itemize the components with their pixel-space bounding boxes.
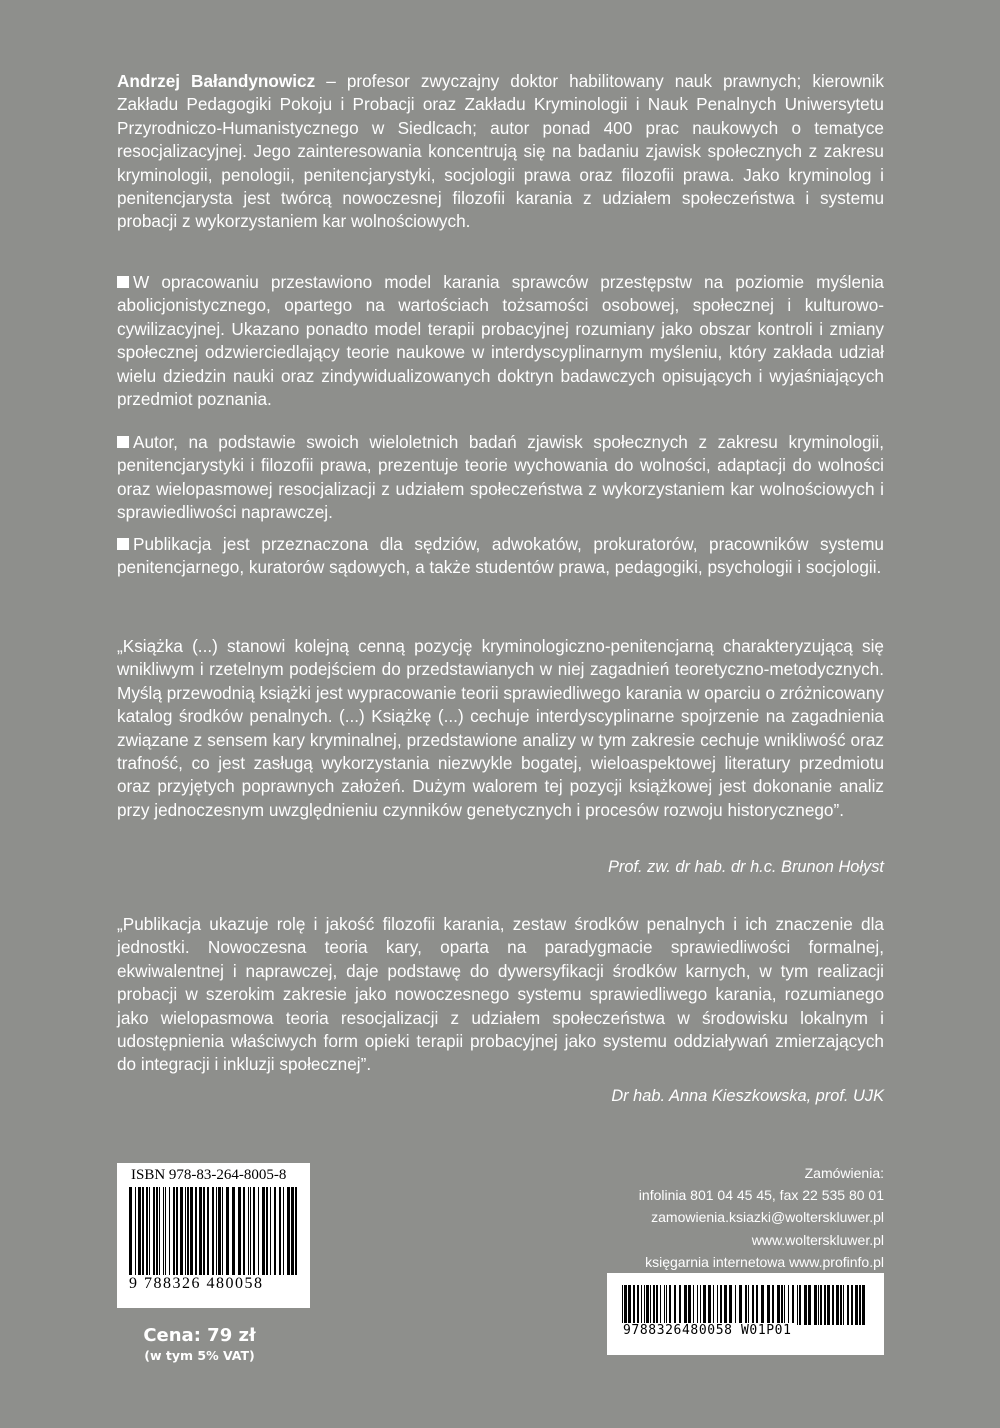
barcode-bar (729, 1285, 732, 1325)
barcode-bar (633, 1285, 635, 1325)
barcode-bar (820, 1285, 822, 1325)
barcode-bar (262, 1187, 265, 1279)
orders-website: www.wolterskluwer.pl (751, 1231, 884, 1248)
description-paragraph-1: W opracowaniu przestawiono model karania sprawców przestępstw na poziomie myślenia abolicjonistycznego, opartego na wartościach tożsamości osobowej, społecznej i kulturowo-cywilizacyjnej. Ukazano ponadto model terapii probacyjnej rozumiany jako obszar kontroli i zmiany społecznej odzwierciedlający teorie naukowe w interdyscyplinarnym myśleniu, który zakłada udział wielu dziedzin nauki oraz zindywidualizowanych doktryn badawczych opisujących i wyjaśniających przedmiot poznania. (117, 272, 884, 410)
barcode-bar (669, 1285, 671, 1325)
barcode-bar (827, 1285, 830, 1325)
barcode-bar (153, 1187, 155, 1279)
barcode-bar (641, 1285, 642, 1325)
barcode-bar (724, 1285, 727, 1325)
review-quote-1: „Książka (...) stanowi kolejną cenną pozycję kryminologiczno-penitencjarną charakteryzującą się wnikliwym i rzetelnym podejściem do przedstawianych w niej zagadnień teoretyczno-metodycznych. Myślą przewodnią książki jest wypracowanie teorii sprawiedliwego karania w oparciu o zróżnicowany katalog środków penalnych. (...) Książkę (...) cechuje interdyscyplinarne spojrzenie na zagadnienia związane z sensem kary kryminalnej, przedstawione analizy w tym zakresie cechuje wnikliwość oraz trafność, co jest zasługą wykorzystania niezwykle bogatej, wieloaspektowej literatury przedmiotu oraz przyjętych poprawnych założeń. Dużym walorem tej pozycji książkowej jest dokonanie analiz przy jednoczesnym uwzględnieniu czynników genetycznych i procesów rozwoju historycznego”. (117, 636, 884, 820)
isbn-label: ISBN 978-83-264-8005-8 (131, 1167, 287, 1183)
orders-info (639, 1162, 884, 1273)
barcode-bar (159, 1187, 160, 1279)
barcode-bar (818, 1285, 819, 1325)
barcode-bar (792, 1285, 794, 1325)
barcode-bar (653, 1285, 655, 1325)
barcode-bar (165, 1187, 166, 1279)
review-quote-2: „Publikacja ukazuje rolę i jakość filozofii karania, zestaw środków penalnych i ich znaczenie dla jednostki. Nowoczesna teoria kary, oparta na paradygmacie sprawiedliwości formalnej, ekwiwalentnej i naprawczej, daje podstawę do dywersyfikacji środków karnych, w tym realizacji probacji w szerokim zakresie jako nowoczesnego systemu sprawiedliwego karania, rozumianego jako wielopasmowa teoria resocjalizacji z udziałem społeczeństwa w środowisku lokalnym i udostępnienia właściwych form opieki terapii probacyjnej jako systemu oddziaływań zmierzających do integracji i inkluzji społecznej”. (117, 914, 884, 1075)
barcode-bar (851, 1285, 853, 1325)
barcode-bar (781, 1285, 783, 1325)
barcode-bar (840, 1285, 842, 1325)
barcode-bar (720, 1285, 722, 1325)
barcode-bar (855, 1285, 858, 1325)
barcode-bar (169, 1187, 170, 1279)
product-code-bars (622, 1285, 869, 1325)
barcode-bar (226, 1187, 229, 1279)
barcode-bar (843, 1285, 844, 1325)
barcode-bar (207, 1187, 209, 1279)
barcode-bar (266, 1187, 268, 1279)
barcode-bar (243, 1187, 245, 1279)
barcode-bar (253, 1187, 255, 1279)
barcode-bar (684, 1285, 687, 1325)
author-name: Andrzej Bałandynowicz (117, 71, 316, 91)
barcode-bar (804, 1285, 807, 1325)
barcode-bar (637, 1285, 639, 1325)
barcode-bar (187, 1187, 189, 1279)
barcode-bar (808, 1285, 811, 1325)
barcode-bar (660, 1285, 661, 1325)
barcode-bar (135, 1187, 136, 1279)
barcode-bar (700, 1285, 701, 1325)
barcode-bar (646, 1285, 649, 1325)
review-author-1: Prof. zw. dr hab. dr h.c. Brunon Hołyst (607, 858, 884, 876)
product-code-digits: 9788326480058 W01P01 (623, 1323, 792, 1338)
barcode-bar (190, 1187, 193, 1279)
barcode-bar (622, 1285, 623, 1325)
barcode-bar (788, 1285, 789, 1325)
barcode-bar (173, 1187, 175, 1279)
barcode-bar (270, 1187, 271, 1279)
barcode-bar (216, 1187, 217, 1279)
barcode-bar (146, 1187, 148, 1279)
barcode-bar (832, 1285, 834, 1325)
barcode-bar (274, 1187, 276, 1279)
barcode-bar (745, 1285, 747, 1325)
barcode-bar (163, 1187, 164, 1279)
product-code-barcode (607, 1273, 884, 1355)
barcode-bar (287, 1187, 290, 1279)
isbn-digits: 9 788326 480058 (129, 1275, 299, 1293)
bullet-square-icon (117, 276, 129, 288)
barcode-bar (836, 1285, 839, 1325)
barcode-bar (713, 1285, 714, 1325)
barcode-bar (222, 1187, 223, 1279)
description-paragraph-2: Autor, na podstawie swoich wieloletnich badań zjawisk społecznych z zakresu kryminologii, penitencjarystyki i filozofii prawa, prezentuje teorie wychowania do wolności, adaptacji do wolności oraz wielopasmowej resocjalizacji z udziałem społeczeństwa z wykorzystaniem kar wolnościowych i sprawiedliwości naprawczej. (117, 432, 884, 523)
barcode-bar (693, 1285, 694, 1325)
barcode-bar (195, 1187, 197, 1279)
barcode-bar (772, 1285, 774, 1325)
bullet-square-icon (117, 436, 129, 448)
barcode-bar (814, 1285, 817, 1325)
bullet-square-icon (117, 538, 129, 550)
barcode-bar (656, 1285, 658, 1325)
barcode-bar (283, 1187, 284, 1279)
barcode-bar (203, 1187, 205, 1279)
barcode-bar (156, 1187, 158, 1279)
review-author-2: Dr hab. Anna Kieszkowska, prof. UJK (611, 1087, 884, 1105)
barcode-bar (847, 1285, 849, 1325)
barcode-bar (797, 1285, 798, 1325)
barcode-bar (717, 1285, 718, 1325)
barcode-bar (258, 1187, 259, 1279)
barcode-bar (664, 1285, 665, 1325)
orders-phone: infolinia 801 04 45 45, fax 22 535 80 01 (638, 1187, 884, 1204)
barcode-bar (777, 1285, 780, 1325)
barcode-bar (149, 1187, 150, 1279)
barcode-bar (212, 1187, 214, 1279)
barcode-bar (752, 1285, 754, 1325)
barcode-bar (767, 1285, 770, 1325)
barcode-bar (708, 1285, 711, 1325)
author-bio-text: – profesor zwyczajny doktor habilitowany nauk prawnych; kierownik Zakładu Pedagogiki Pokoju i Probacji oraz Zakładu Kryminologii i Nauk Penalnych Uniwersytetu Przyrodniczo-Humanistycznego w Siedlcach; autor ponad 400 prac naukowych o tematyce resocjalizacyjnej. Jego zainteresowania koncentrują się na badaniu zjawisk społecznych z zakresu kryminologii, penologii, penitencjarystyki, socjologii prawa oraz filozofii prawa. Jako kryminolog i penitencjarysta jest twórcą nowoczesnej filozofii karania z udziałem społeczeństwa i systemu probacji z wykorzystaniem kar wolnościowych. (117, 71, 884, 232)
barcode-bar (180, 1187, 183, 1279)
barcode-bar (862, 1285, 865, 1325)
barcode-bar (129, 1187, 132, 1279)
price-vat: (w tym 5% VAT) (144, 1348, 255, 1363)
barcode-bar (248, 1187, 249, 1279)
isbn-barcode-bars (129, 1187, 299, 1279)
barcode-bar (250, 1187, 251, 1279)
description-paragraph-3: Publikacja jest przeznaczona dla sędziów, adwokatów, prokuratorów, pracowników systemu penitencjarnego, kuratorów sądowych, a także studentów prawa, pedagogiki, psychologii i socjologii. (117, 534, 884, 578)
barcode-bar (697, 1285, 698, 1325)
barcode-bar (650, 1285, 651, 1325)
barcode-bar (679, 1285, 681, 1325)
barcode-bar (756, 1285, 758, 1325)
barcode-bar (628, 1285, 631, 1325)
barcode-bar (735, 1285, 736, 1325)
barcode-bar (799, 1285, 801, 1325)
orders-email: zamowienia.ksiazki@wolterskluwer.pl (651, 1209, 884, 1226)
barcode-bar (138, 1187, 141, 1279)
barcode-bar (238, 1187, 241, 1279)
barcode-bar (291, 1187, 294, 1279)
barcode-bar (703, 1285, 706, 1325)
barcode-bar (199, 1187, 202, 1279)
barcode-bar (761, 1285, 764, 1325)
barcode-bar (688, 1285, 691, 1325)
barcode-bar (824, 1285, 826, 1325)
barcode-bar (748, 1285, 749, 1325)
barcode-bar (739, 1285, 742, 1325)
barcode-bar (295, 1187, 297, 1279)
barcode-bar (674, 1285, 676, 1325)
barcode-bar (644, 1285, 645, 1325)
barcode-bar (624, 1285, 627, 1325)
barcode-bar (185, 1187, 186, 1279)
barcode-bar (666, 1285, 667, 1325)
price-block (117, 1325, 282, 1363)
barcode-bar (142, 1187, 144, 1279)
author-bio (117, 70, 884, 234)
barcode-bar (859, 1285, 861, 1325)
isbn-barcode (117, 1163, 310, 1308)
price-main: Cena: 79 zł (143, 1325, 256, 1346)
orders-title: Zamówienia: (804, 1165, 884, 1181)
barcode-bar (218, 1187, 221, 1279)
barcode-bar (279, 1187, 281, 1279)
orders-bookstore: księgarnia internetowa www.profinfo.pl (645, 1253, 884, 1270)
barcode-bar (176, 1187, 178, 1279)
barcode-bar (784, 1285, 785, 1325)
barcode-bar (232, 1187, 235, 1279)
